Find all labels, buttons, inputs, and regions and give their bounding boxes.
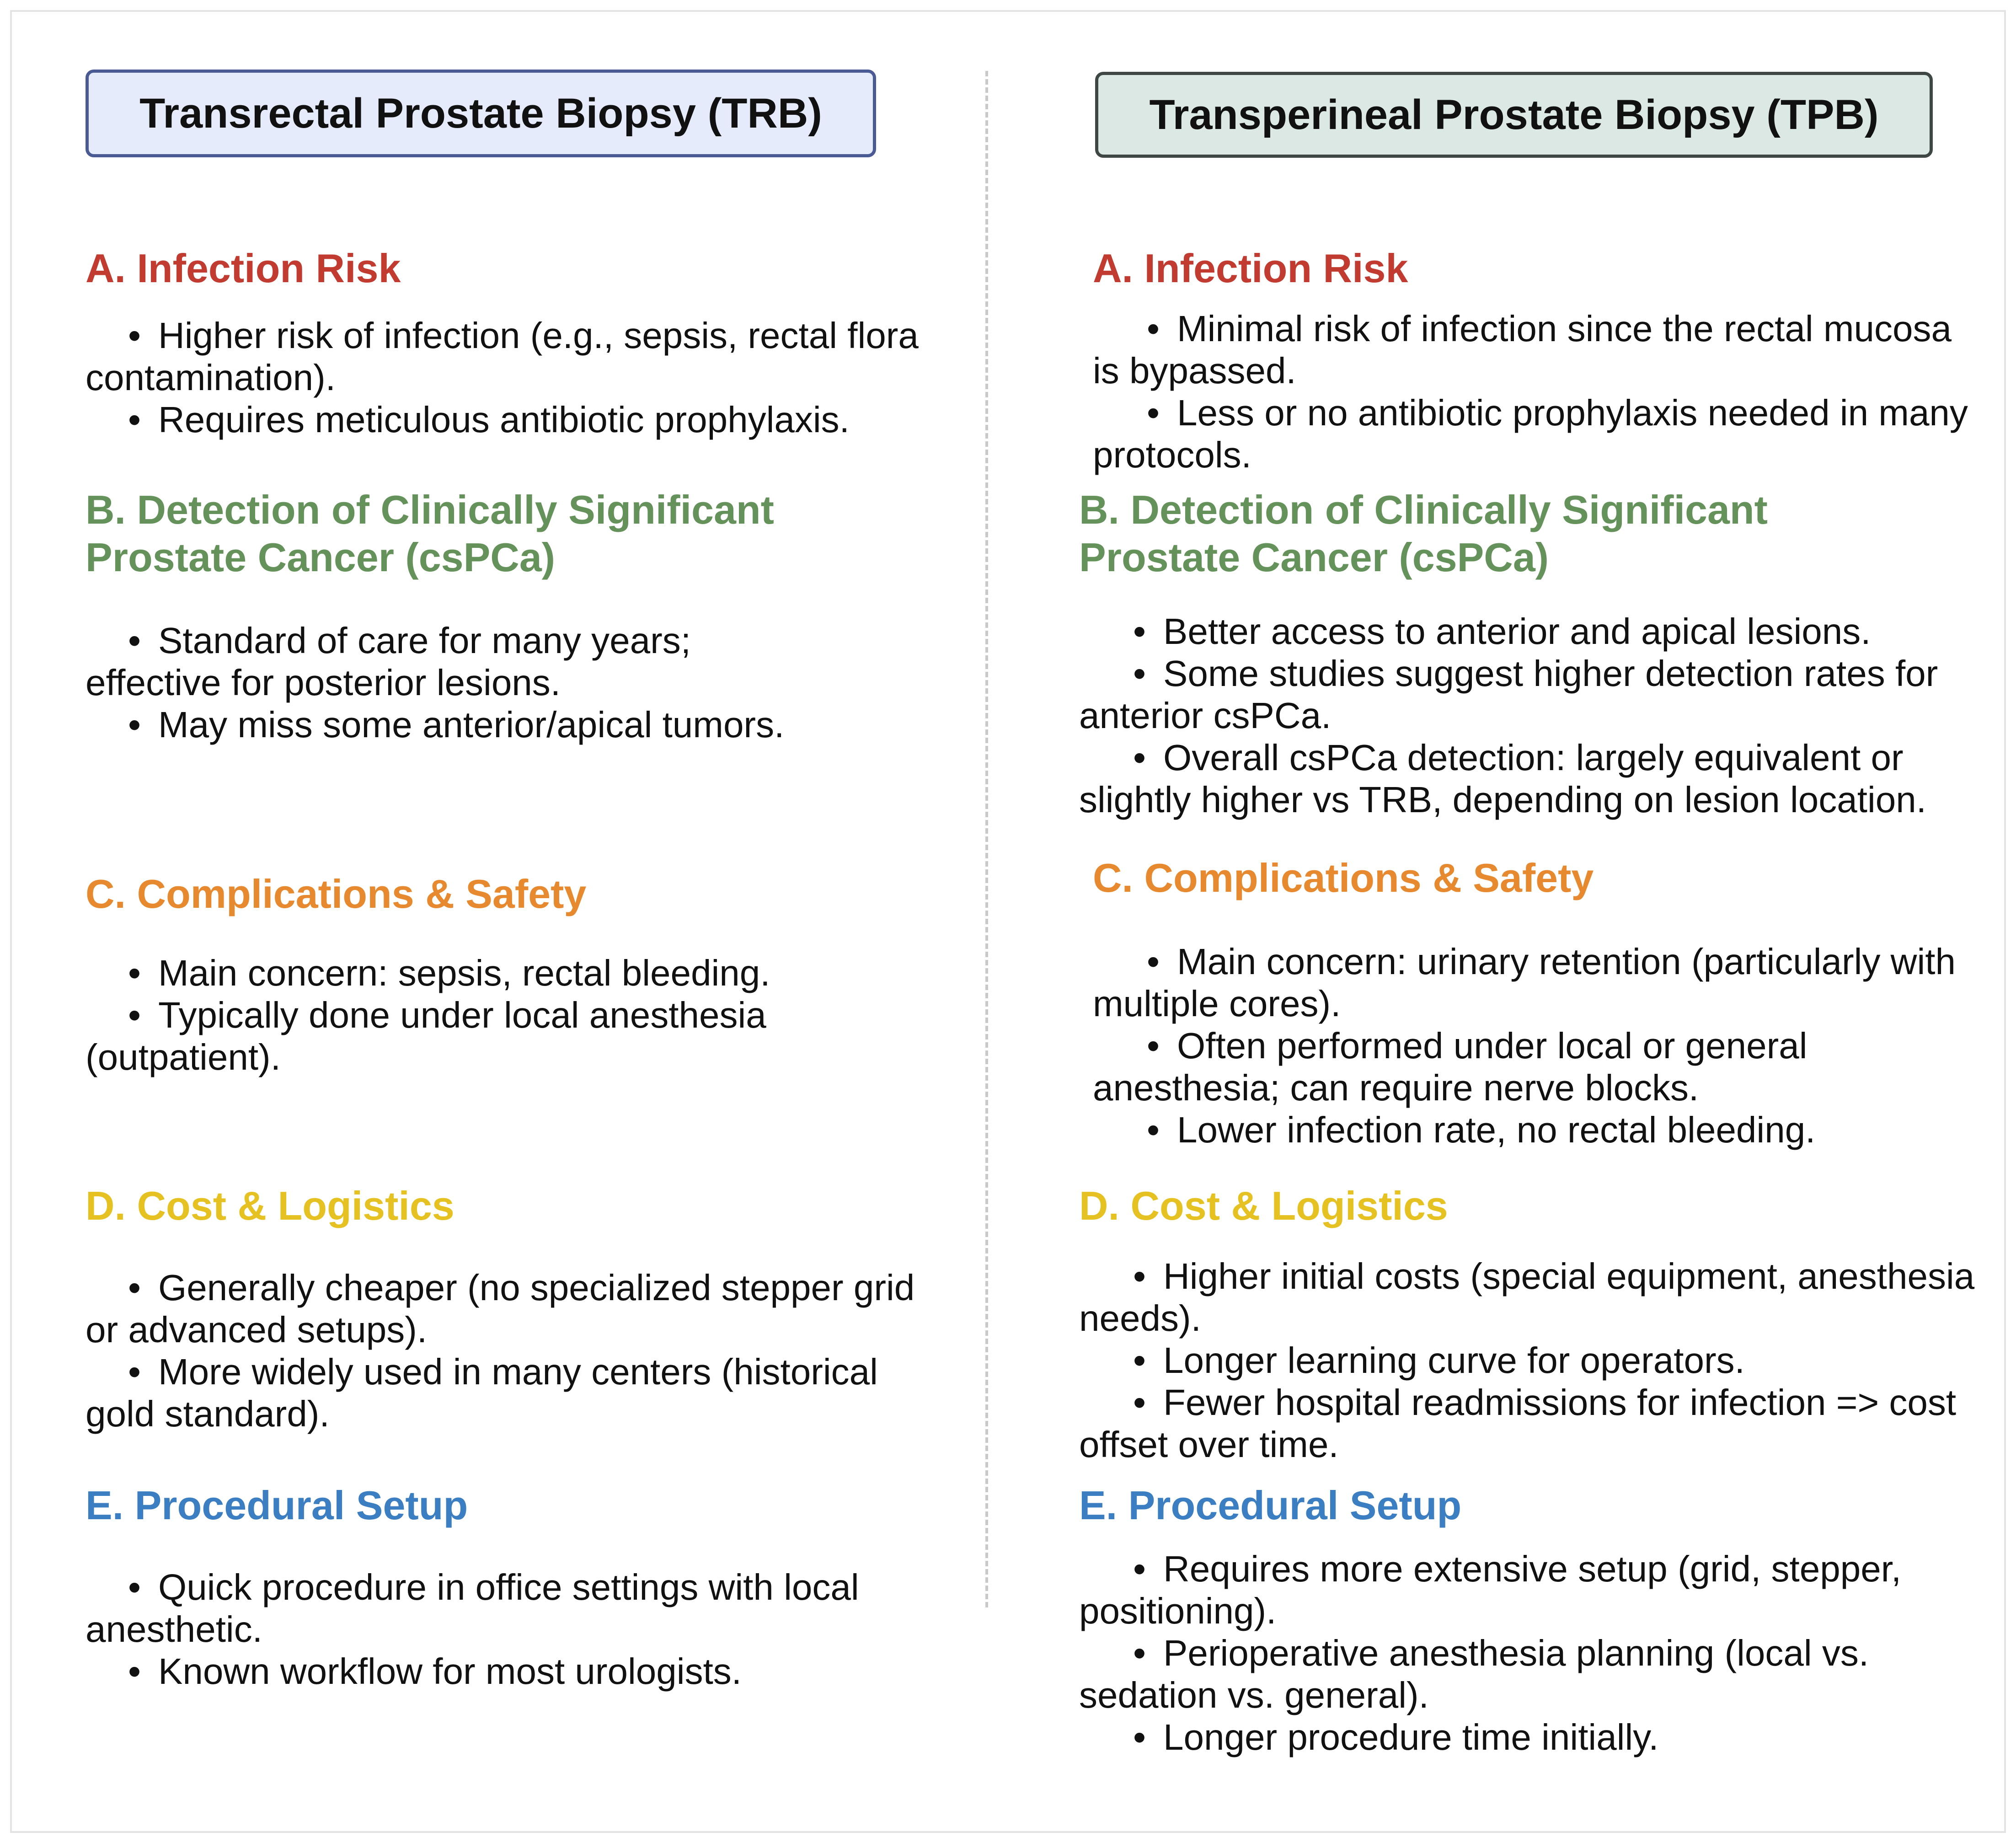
- list-item-text: Lower infection rate, no rectal bleeding.: [1177, 1109, 1816, 1150]
- list-item-line: [86, 1650, 982, 1693]
- heading-line: Prostate Cancer (csPCa): [86, 535, 556, 580]
- list-item-text: Often performed under local or general: [1177, 1025, 1807, 1066]
- list-item-text: anesthesia; can require nerve blocks.: [1093, 1067, 1699, 1108]
- list-item-line: [1079, 1716, 2012, 1758]
- list-item-text: Standard of care for many years;: [158, 620, 691, 661]
- tpb-list-infection-risk: [1093, 308, 2012, 476]
- list-item-text: effective for posterior lesions.: [86, 662, 561, 703]
- list-item-line: [86, 1036, 982, 1078]
- list-item-line: [86, 620, 982, 662]
- heading-line: E. Procedural Setup: [1079, 1483, 1462, 1528]
- list-item-line: [1079, 1297, 2012, 1339]
- list-item-line: [86, 1566, 982, 1608]
- list-item-line: [1079, 779, 2012, 821]
- list-item-text: Perioperative anesthesia planning (local vs.: [1163, 1633, 1869, 1673]
- list-item-line: [1079, 1590, 2012, 1632]
- heading-line: C. Complications & Safety: [1093, 855, 1594, 900]
- list-item-text: is bypassed.: [1093, 350, 1296, 391]
- tpb-title-box: Transperineal Prostate Biopsy (TPB): [1095, 72, 1933, 158]
- list-item-text: gold standard).: [86, 1393, 330, 1434]
- list-item-text: offset over time.: [1079, 1424, 1339, 1465]
- bullet-icon: •: [1146, 941, 1160, 982]
- bullet-icon: •: [128, 704, 141, 745]
- list-item-line: [1093, 308, 2012, 350]
- list-item-text: protocols.: [1093, 434, 1251, 475]
- trb-heading-infection-risk: [86, 245, 401, 292]
- list-item-text: Main concern: sepsis, rectal bleeding.: [158, 953, 770, 993]
- list-item-line: [1093, 1109, 2012, 1151]
- bullet-icon: •: [1146, 392, 1160, 433]
- list-item-text: anterior csPCa.: [1079, 695, 1332, 736]
- list-item-text: Higher risk of infection (e.g., sepsis, rectal flora: [158, 315, 919, 356]
- heading-line: D. Cost & Logistics: [86, 1183, 455, 1228]
- bullet-icon: •: [128, 620, 141, 661]
- bullet-icon: •: [1133, 653, 1146, 694]
- list-item-text: Longer learning curve for operators.: [1163, 1340, 1745, 1381]
- tpb-heading-complications-safety: [1093, 854, 1594, 902]
- list-item-text: slightly higher vs TRB, depending on lesion location.: [1079, 779, 1926, 820]
- list-item-text: Requires more extensive setup (grid, stepper,: [1163, 1548, 1902, 1589]
- bullet-icon: •: [128, 995, 141, 1035]
- list-item-line: [1079, 1339, 2012, 1382]
- bullet-icon: •: [128, 399, 141, 440]
- list-item-text: Fewer hospital readmissions for infection => cost: [1163, 1382, 1957, 1423]
- list-item-line: [86, 704, 982, 746]
- tpb-heading-infection-risk: [1093, 245, 1408, 292]
- tpb-heading-cost-logistics: [1079, 1182, 1448, 1230]
- list-item-text: Overall csPCa detection: largely equivalent or: [1163, 737, 1904, 778]
- list-item-line: [86, 994, 982, 1036]
- heading-line: C. Complications & Safety: [86, 871, 587, 916]
- bullet-icon: •: [1133, 611, 1146, 652]
- list-item-line: [1079, 1632, 2012, 1674]
- list-item-line: [1093, 350, 2012, 392]
- heading-line: B. Detection of Clinically Significant: [86, 487, 774, 532]
- heading-line: E. Procedural Setup: [86, 1483, 468, 1528]
- bullet-icon: •: [1146, 1025, 1160, 1066]
- trb-heading-complications-safety: [86, 870, 586, 918]
- list-item-text: or advanced setups).: [86, 1309, 428, 1350]
- list-item-text: Requires meticulous antibiotic prophylaxis.: [158, 399, 850, 440]
- tpb-list-procedural-setup: [1079, 1548, 2012, 1758]
- list-item-text: Less or no antibiotic prophylaxis needed in many: [1177, 392, 1968, 433]
- trb-list-complications-safety: [86, 952, 982, 1078]
- list-item-text: multiple cores).: [1093, 983, 1341, 1024]
- tpb-list-detection-cspca: [1079, 611, 2012, 821]
- list-item-text: anesthetic.: [86, 1609, 262, 1650]
- bullet-icon: •: [1133, 737, 1146, 778]
- bullet-icon: •: [1133, 1256, 1146, 1297]
- list-item-line: [86, 1608, 982, 1650]
- tpb-heading-detection-cspca: [1079, 486, 1768, 581]
- list-item-text: contamination).: [86, 357, 336, 398]
- bullet-icon: •: [1133, 1633, 1146, 1673]
- tpb-list-complications-safety: [1093, 941, 2012, 1151]
- bullet-icon: •: [1146, 308, 1160, 349]
- trb-list-infection-risk: [86, 315, 982, 441]
- list-item-text: sedation vs. general).: [1079, 1675, 1429, 1715]
- list-item-text: Better access to anterior and apical lesions.: [1163, 611, 1871, 652]
- list-item-line: [86, 357, 982, 399]
- trb-title-box: Transrectal Prostate Biopsy (TRB): [86, 70, 876, 157]
- tpb-list-cost-logistics: [1079, 1255, 2012, 1466]
- list-item-text: May miss some anterior/apical tumors.: [158, 704, 785, 745]
- list-item-line: [1079, 1674, 2012, 1716]
- list-item-text: More widely used in many centers (historical: [158, 1351, 878, 1392]
- bullet-icon: •: [128, 315, 141, 356]
- list-item-line: [1079, 1548, 2012, 1590]
- list-item-line: [1079, 737, 2012, 779]
- list-item-line: [1093, 392, 2012, 434]
- tpb-heading-procedural-setup: [1079, 1482, 1461, 1529]
- list-item-line: [86, 1351, 982, 1393]
- bullet-icon: •: [1133, 1382, 1146, 1423]
- list-item-line: [86, 1393, 982, 1435]
- list-item-text: needs).: [1079, 1298, 1201, 1339]
- bullet-icon: •: [128, 953, 141, 993]
- list-item-line: [1079, 695, 2012, 737]
- trb-heading-cost-logistics: [86, 1182, 455, 1230]
- list-item-line: [1079, 1255, 2012, 1297]
- heading-line: D. Cost & Logistics: [1079, 1183, 1448, 1228]
- trb-list-detection-cspca: [86, 620, 982, 746]
- trb-list-cost-logistics: [86, 1267, 982, 1435]
- list-item-line: [1093, 983, 2012, 1025]
- trb-list-procedural-setup: [86, 1566, 982, 1693]
- list-item-text: Main concern: urinary retention (particularly with: [1177, 941, 1956, 982]
- list-item-text: Quick procedure in office settings with local: [158, 1567, 859, 1607]
- bullet-icon: •: [1133, 1717, 1146, 1757]
- column-divider: [985, 71, 988, 1607]
- heading-line: Prostate Cancer (csPCa): [1079, 535, 1549, 580]
- list-item-line: [1079, 653, 2012, 695]
- list-item-text: Longer procedure time initially.: [1163, 1717, 1659, 1757]
- bullet-icon: •: [128, 1351, 141, 1392]
- heading-line: A. Infection Risk: [1093, 246, 1408, 291]
- list-item-text: Some studies suggest higher detection rates for: [1163, 653, 1938, 694]
- list-item-line: [1093, 941, 2012, 983]
- bullet-icon: •: [1133, 1548, 1146, 1589]
- list-item-text: positioning).: [1079, 1591, 1277, 1631]
- list-item-text: Minimal risk of infection since the rectal mucosa: [1177, 308, 1952, 349]
- bullet-icon: •: [1133, 1340, 1146, 1381]
- list-item-line: [86, 662, 982, 704]
- bullet-icon: •: [128, 1651, 141, 1692]
- trb-heading-procedural-setup: [86, 1482, 468, 1529]
- list-item-line: [86, 1309, 982, 1351]
- heading-line: A. Infection Risk: [86, 246, 401, 291]
- list-item-line: [1093, 1067, 2012, 1109]
- bullet-icon: •: [128, 1567, 141, 1607]
- list-item-line: [86, 399, 982, 441]
- trb-heading-detection-cspca: [86, 486, 774, 581]
- list-item-text: Higher initial costs (special equipment, anesthesia: [1163, 1256, 1975, 1297]
- heading-line: B. Detection of Clinically Significant: [1079, 487, 1768, 532]
- list-item-line: [1093, 1025, 2012, 1067]
- list-item-line: [1079, 1424, 2012, 1466]
- list-item-line: [1079, 611, 2012, 653]
- bullet-icon: •: [1146, 1109, 1160, 1150]
- list-item-line: [86, 1267, 982, 1309]
- list-item-line: [1093, 434, 2012, 476]
- list-item-text: Generally cheaper (no specialized stepper grid: [158, 1267, 915, 1308]
- list-item-line: [86, 952, 982, 994]
- list-item-line: [86, 315, 982, 357]
- list-item-text: Typically done under local anesthesia: [158, 995, 766, 1035]
- list-item-text: Known workflow for most urologists.: [158, 1651, 742, 1692]
- list-item-text: (outpatient).: [86, 1037, 281, 1077]
- bullet-icon: •: [128, 1267, 141, 1308]
- list-item-line: [1079, 1382, 2012, 1424]
